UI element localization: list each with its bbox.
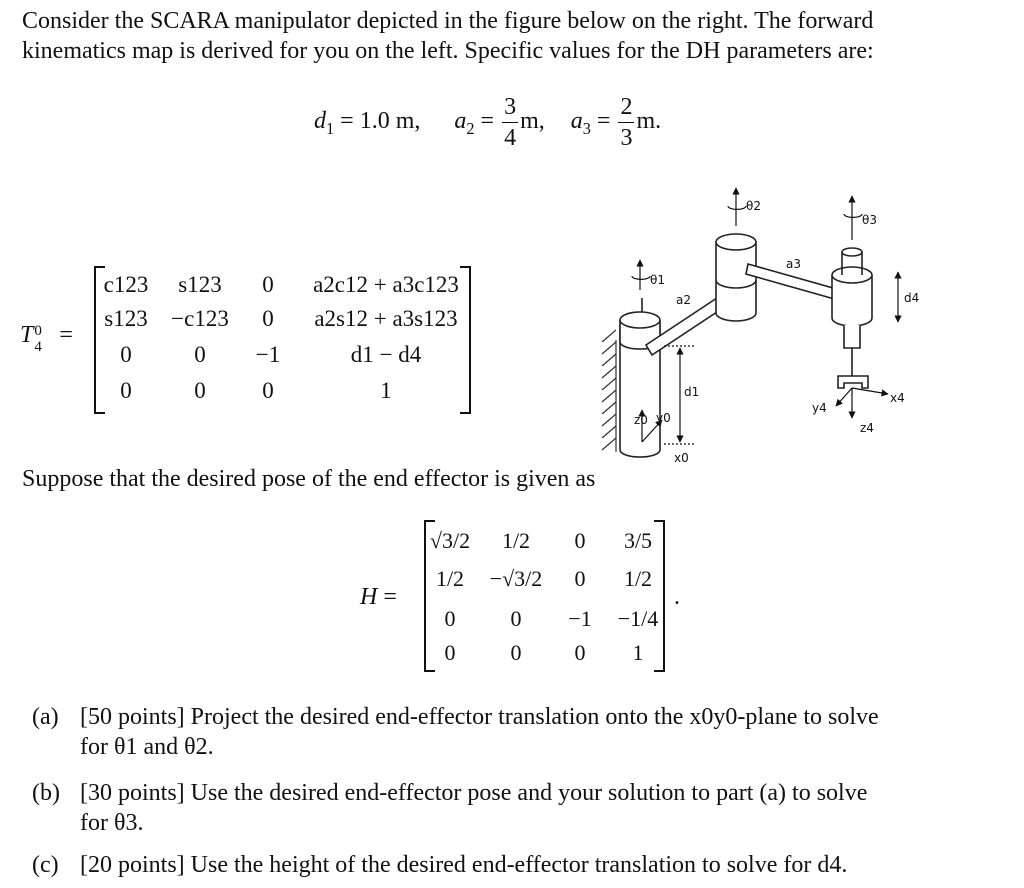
part-b-label: (b) xyxy=(32,780,60,806)
param-a3-unit: m. xyxy=(636,108,662,134)
fk-cell-r3-c3: −1 xyxy=(255,342,281,367)
fk-cell-r3-c4: d1 − d4 xyxy=(350,342,422,367)
fk-cell-r4-c1: 0 xyxy=(120,378,132,403)
joint-3 xyxy=(832,248,872,348)
fk-cell-r1-c3: 0 xyxy=(262,272,274,297)
fk-cell-r1-c2: s123 xyxy=(178,272,222,297)
h-cell-r2-c1: 1/2 xyxy=(435,566,465,591)
param-d1-value: = 1.0 m, xyxy=(334,108,421,134)
fk-cell-r4-c3: 0 xyxy=(262,378,274,403)
fk-cell-r2-c3: 0 xyxy=(262,306,274,331)
h-cell-r3-c2: 0 xyxy=(510,606,522,631)
label-z0: z0 xyxy=(634,413,648,427)
param-d1-subscript: 1 xyxy=(326,118,335,138)
pose-intro-text: Suppose that the desired pose of the end effector is given as xyxy=(22,466,596,492)
param-a3-fraction: $\frac{2}{3}$ xyxy=(620,93,633,151)
fk-cell-r4-c4: 1 xyxy=(380,378,392,403)
fk-cell-r4-c2: 0 xyxy=(194,378,206,403)
fk-cell-r3-c1: 0 xyxy=(120,342,132,367)
h-cell-r4-c1: 0 xyxy=(444,640,456,665)
h-cell-r4-c2: 0 xyxy=(510,640,522,665)
fk-cell-r2-c1: s123 xyxy=(104,306,148,331)
part-a-label: (a) xyxy=(32,704,59,730)
h-cell-r3-c1: 0 xyxy=(444,606,456,631)
part-c-line-1: [20 points] Use the height of the desired end-effector translation to solve for d4. xyxy=(80,852,848,878)
label-z4: z4 xyxy=(860,421,874,435)
label-theta3: θ3 xyxy=(862,213,877,227)
label-theta1: θ1 xyxy=(650,273,665,287)
fk-cell-r1-c1: c123 xyxy=(103,272,149,297)
gripper xyxy=(838,348,868,388)
h-trailing-period: . xyxy=(674,584,680,610)
label-d1: d1 xyxy=(684,385,700,399)
param-a2-symbol: a xyxy=(454,108,467,134)
param-a2-unit: m, xyxy=(520,108,545,134)
param-a2-subscript: 2 xyxy=(466,118,475,138)
label-d4: d4 xyxy=(904,291,920,305)
label-theta2: θ2 xyxy=(746,199,761,213)
label-a3: a3 xyxy=(786,257,801,271)
joint-2 xyxy=(716,234,756,321)
h-cell-r1-c3: 0 xyxy=(574,528,586,553)
fk-cell-r3-c2: 0 xyxy=(194,342,206,367)
part-c-label: (c) xyxy=(32,852,59,878)
h-lhs: H = xyxy=(360,584,397,610)
param-a2-fraction: $\frac{3}{4}$ xyxy=(504,93,517,151)
label-x0: x0 xyxy=(674,451,689,465)
h-cell-r1-c4: 3/5 xyxy=(623,528,653,553)
h-cell-r3-c4: −1/4 xyxy=(617,606,659,631)
fk-cell-r2-c4: a2s12 + a3s123 xyxy=(314,306,458,331)
intro-line-2: kinematics map is derived for you on the left. Specific values for the DH parameters are: xyxy=(22,38,874,64)
label-a2: a2 xyxy=(676,293,691,307)
h-cell-r1-c1: √3/2 xyxy=(429,528,471,553)
part-b-line-1: [30 points] Use the desired end-effector pose and your solution to part (a) to solve xyxy=(80,780,868,806)
dh-parameter-values: $d_1 = 1.0$ m, $a_2$ = $\frac{3}{4}$ m, $a_3$ = $\frac{2}{3}$ m. xyxy=(314,93,662,151)
param-a3-subscript: 3 xyxy=(582,118,591,138)
part-a-line-1: [50 points] Project the desired end-effector translation onto the x0y0-plane to solve xyxy=(80,704,879,730)
label-x4: x4 xyxy=(890,391,905,405)
fk-cell-r1-c4: a2c12 + a3c123 xyxy=(313,272,459,297)
fk-lhs: T 0 4 = xyxy=(20,322,73,355)
param-d1-symbol: d xyxy=(314,108,326,134)
h-cell-r2-c4: 1/2 xyxy=(623,566,653,591)
h-cell-r3-c3: −1 xyxy=(568,606,592,631)
part-b-line-2: for θ3. xyxy=(80,810,144,836)
part-a-line-2: for θ1 and θ2. xyxy=(80,734,214,760)
h-cell-r1-c2: 1/2 xyxy=(501,528,531,553)
label-y4: y4 xyxy=(812,401,827,415)
param-a3-symbol: a xyxy=(570,108,583,134)
h-cell-r2-c2: −√3/2 xyxy=(489,566,543,591)
label-y0: y0 xyxy=(656,411,671,425)
h-cell-r4-c4: 1 xyxy=(632,640,644,665)
intro-line-1: Consider the SCARA manipulator depicted in the figure below on the right. The forward xyxy=(22,8,874,34)
h-cell-r2-c3: 0 xyxy=(574,566,586,591)
fk-cell-r2-c2: −c123 xyxy=(171,306,229,331)
h-cell-r4-c3: 0 xyxy=(574,640,586,665)
